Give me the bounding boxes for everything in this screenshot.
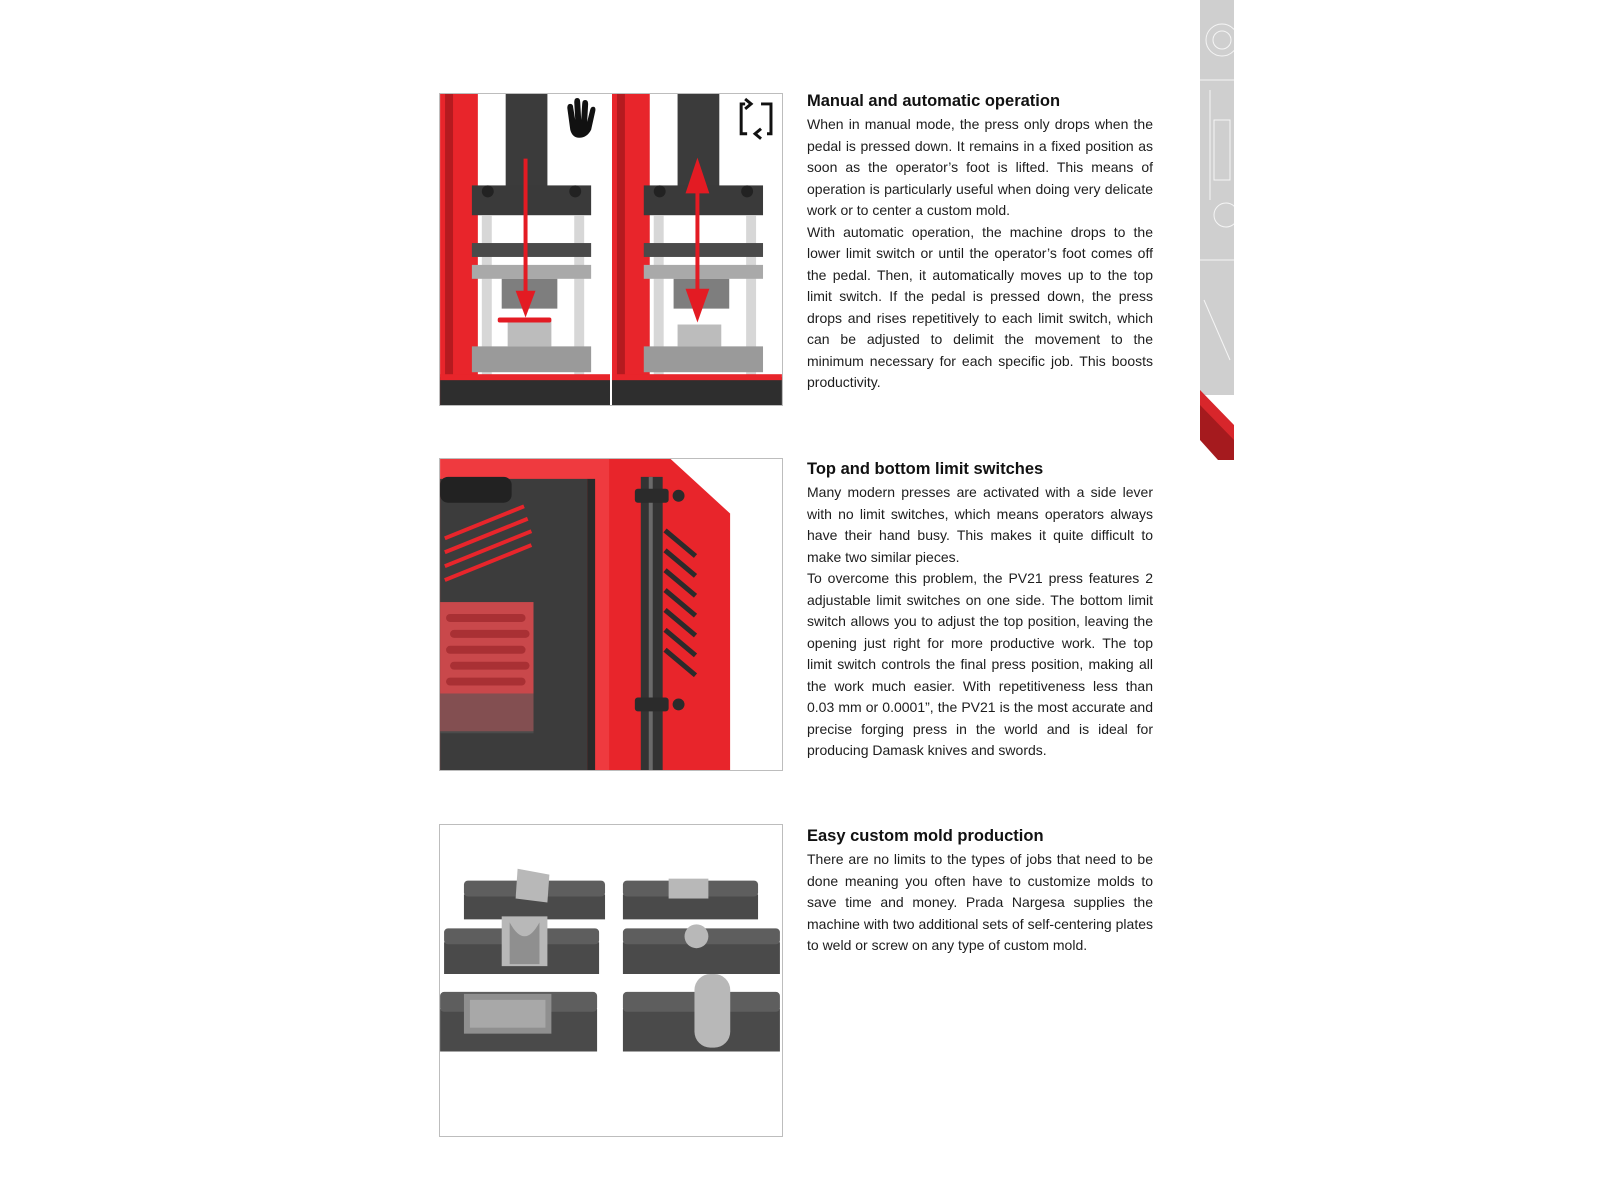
press-operation-image [439, 93, 783, 406]
decorative-technical-strip [1200, 0, 1234, 460]
section-title: Top and bottom limit switches [807, 460, 1044, 478]
section-manual-automatic [807, 91, 1153, 394]
custom-molds-image [439, 824, 783, 1137]
automatic-mode-illustration [612, 94, 782, 405]
section-paragraph: To overcome this problem, the PV21 press features 2 adjustable limit switches on one side. The bottom limit switch allows you to adjust the top position, leaving the opening just right for more productive work. The top limit switch controls the final press position, making all the work much easier. With repetitiveness less than 0.03 mm or 0.0001”, the PV21 is the most accurate and precise forging press in the world and is ideal for producing Damask knives and swords. [807, 570, 1153, 758]
limit-switches-image [439, 458, 783, 771]
manual-mode-illustration [440, 94, 610, 405]
section-paragraph: With automatic operation, the machine drops to the lower limit switch or until the operator’s foot comes off the pedal. Then, it automatically moves up to the top limit switch. If the pedal is pressed down, the press drops and rises repetitively to each limit switch, which can be adjusted to delimit the movement to the minimum necessary for each specific job. This boosts productivity. [807, 223, 1153, 390]
section-paragraph: There are no limits to the types of jobs that need to be done meaning you often have to customize molds to save time and money. Prada Nargesa supplies the machine with two additional sets of self-centering plates to weld or screw on any type of custom mold. [807, 851, 1153, 953]
section-paragraph: When in manual mode, the press only drops when the pedal is pressed down. It remains in a fixed position as soon as the operator’s foot is lifted. This means of operation is particularly useful when doing very delicate work or to center a custom mold. [807, 116, 1153, 218]
section-title: Easy custom mold production [807, 827, 1044, 845]
section-title: Manual and automatic operation [807, 92, 1061, 110]
section-limit-switches [807, 459, 1153, 762]
section-paragraph: Many modern presses are activated with a side lever with no limit switches, which means operators always have their hand busy. This makes it quite difficult to make two similar pieces. [807, 484, 1153, 565]
section-custom-mold [807, 826, 1153, 957]
